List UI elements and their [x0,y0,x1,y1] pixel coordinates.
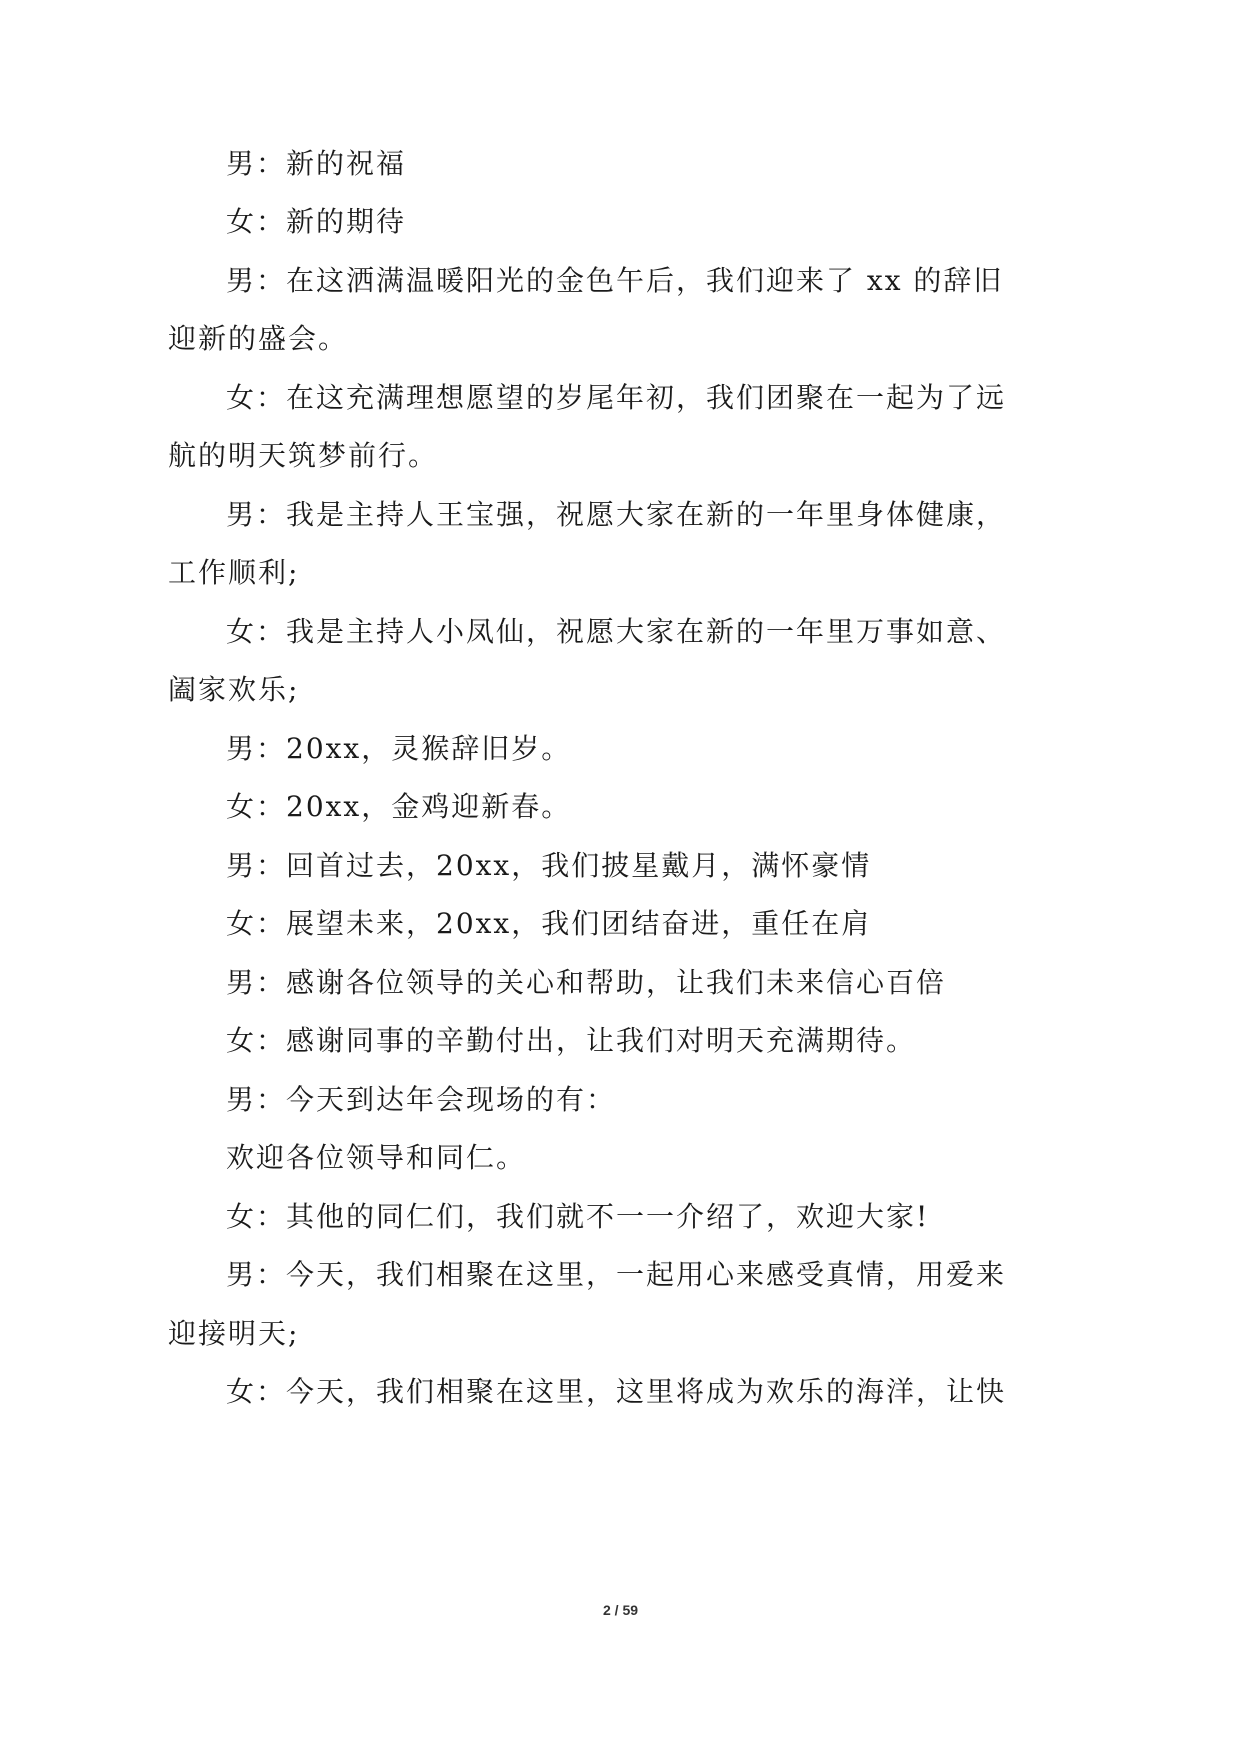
text-line: 航的明天筑梦前行。 [168,439,439,472]
text-line: 女：20xx，金鸡迎新春。 [226,790,572,823]
page-number: 2 / 59 [602,1602,639,1618]
text-line: 阖家欢乐; [168,673,300,706]
text-line: 迎新的盛会。 [168,322,349,355]
text-line: 女：我是主持人小凤仙，祝愿大家在新的一年里万事如意、 [226,615,1007,648]
text-line: 男：感谢各位领导的关心和帮助，让我们未来信心百倍 [226,966,947,999]
text-line: 欢迎各位领导和同仁。 [226,1141,527,1174]
text-line: 男：20xx，灵猴辞旧岁。 [226,732,572,765]
text-line: 男：回首过去，20xx，我们披星戴月，满怀豪情 [226,849,872,882]
text-line: 男：今天到达年会现场的有： [226,1083,617,1116]
text-line: 女：今天，我们相聚在这里，这里将成为欢乐的海洋，让快 [226,1375,1007,1408]
text-line: 男：在这洒满温暖阳光的金色午后，我们迎来了 xx 的辞旧 [226,264,1004,297]
text-line: 男：今天，我们相聚在这里，一起用心来感受真情，用爱来 [226,1258,1007,1291]
text-line: 女：感谢同事的辛勤付出，让我们对明天充满期待。 [226,1024,917,1057]
text-line: 男：我是主持人王宝强，祝愿大家在新的一年里身体健康， [226,498,1007,531]
text-line: 女：其他的同仁们，我们就不一一介绍了，欢迎大家! [226,1200,930,1233]
text-line: 女：展望未来，20xx，我们团结奋进，重任在肩 [226,907,872,940]
text-line: 男：新的祝福 [226,147,407,180]
text-line: 迎接明天; [168,1317,300,1350]
text-line: 女：新的期待 [226,205,407,238]
text-line: 工作顺利; [168,556,300,589]
text-line: 女：在这充满理想愿望的岁尾年初，我们团聚在一起为了远 [226,381,1007,414]
